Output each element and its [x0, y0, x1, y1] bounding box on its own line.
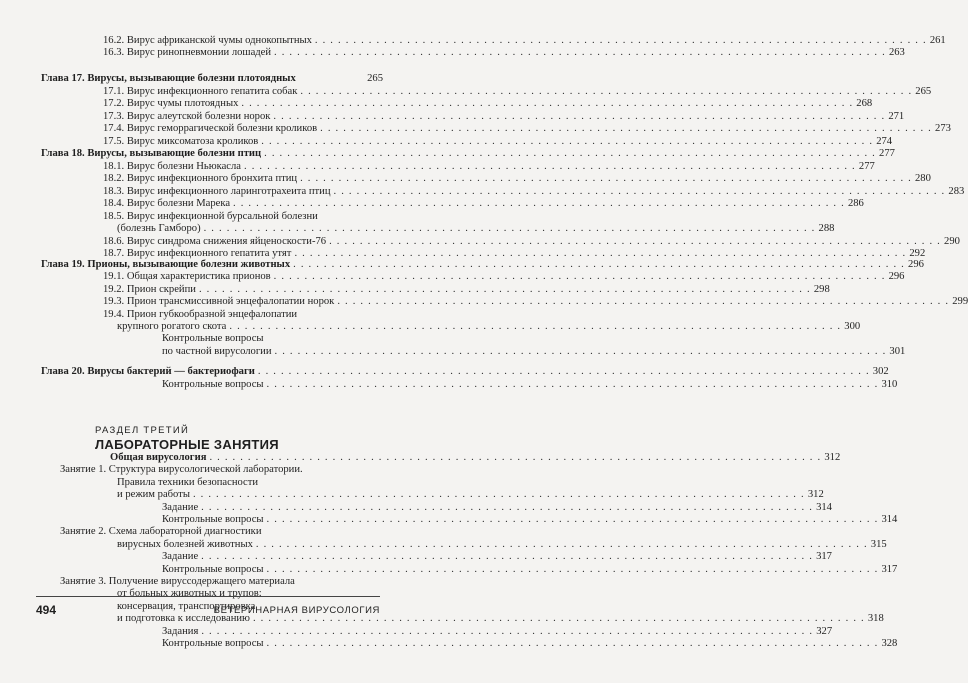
toc-entry-title: Контрольные вопросы — [162, 333, 264, 345]
toc-entry-title: 17.5. Вирус миксоматоза кроликов — [103, 136, 259, 147]
toc-page-number: 327 — [816, 625, 833, 637]
toc-entry — [162, 551, 832, 563]
toc-chapter-entry — [41, 259, 924, 271]
toc-entry — [103, 235, 960, 248]
toc-dot-leader: . . . . . . . . . . . . . . . . . . . . . . . . . . . . . . . . . . . . . . . . . . . . . . . . . . . . . . . . . . . . . . . . . . . . . . . . . . . . . . . . — [257, 366, 870, 377]
toc-entry — [60, 576, 383, 588]
toc-dot-leader: . . . . . . . . . . . . . . . . . . . . . . . . . . . . . . . . . . . . . . . . . . . . . . . . . . . . . . . . . . . . . . . . . . . . . . . . . . . . . . . . — [333, 185, 946, 197]
toc-entry — [117, 588, 383, 600]
toc-entry — [162, 378, 898, 391]
toc-entry-title: Глава 18. Вирусы, вызывающие болезни птиц — [41, 148, 262, 159]
toc-page-number: 286 — [847, 198, 864, 209]
toc-dot-leader: . . . . . . . . . . . . . . . . . . . . . . . . . . . . . . . . . . . . . . . . . . . . . . . . . . . . . . . . . . . . . . . . . . . . . . . . . . . . . . . . — [273, 110, 886, 122]
page-number: 494 — [36, 603, 57, 617]
toc-entry-title: 19.2. Прион скрейпи — [103, 283, 196, 295]
toc-entry-title: Задание — [162, 551, 199, 563]
toc-entry — [103, 198, 864, 210]
toc-entry-title: Занятие 3. Получение вируссодержащего материала — [60, 576, 295, 587]
toc-page-number: 283 — [948, 185, 965, 197]
toc-entry — [103, 296, 968, 308]
toc-entry — [103, 136, 893, 148]
toc-entry-title: вирусных болезней животных — [117, 538, 253, 550]
toc-page-number: 312 — [807, 489, 824, 501]
toc-page-number: 310 — [881, 378, 898, 390]
toc-entry — [103, 211, 383, 223]
toc-entry-title: Глава 19. Прионы, вызывающие болезни животных — [41, 259, 291, 270]
toc-entry-title: 18.1. Вирус болезни Ньюкасла — [103, 160, 241, 172]
toc-page-number: 299 — [952, 296, 968, 308]
toc-entry-title: Контрольные вопросы — [162, 378, 264, 390]
toc-entry — [103, 123, 951, 135]
toc-dot-leader: . . . . . . . . . . . . . . . . . . . . . . . . . . . . . . . . . . . . . . . . . . . . . . . . . . . . . . . . . . . . . . . . . . . . . . . . . . . . . . . . — [203, 223, 816, 234]
toc-entry-title: и подготовка к исследованию — [117, 613, 250, 625]
toc-dot-leader: . . . . . . . . . . . . . . . . . . . . . . . . . . . . . . . . . . . . . . . . . . . . . . . . . . . . . . . . . . . . . . . . . . . . . . . . . . . . . . . . — [264, 148, 877, 159]
toc-dot-leader: . . . . . . . . . . . . . . . . . . . . . . . . . . . . . . . . . . . . . . . . . . . . . . . . . . . . . . . . . . . . . . . . . . . . . . . . . . . . . . . . — [300, 85, 913, 97]
toc-page-number: 274 — [876, 136, 893, 147]
toc-entry-title: Контрольные вопросы — [162, 563, 264, 575]
toc-entry-title: Задания — [162, 625, 199, 637]
toc-dot-leader: . . . . . . . . . . . . . . . . . . . . . . . . . . . . . . . . . . . . . . . . . . . . . . . . . . . . . . . . . . . . . . . . . . . . . . . . . . . . . . . . — [209, 452, 822, 463]
toc-entry-title: 18.3. Вирус инфекционного ларинготрахеита птиц — [103, 185, 331, 197]
toc-page-number: 290 — [944, 235, 960, 247]
toc-entry — [103, 110, 905, 123]
toc-dot-leader: . . . . . . . . . . . . . . . . . . . . . . . . . . . . . . . . . . . . . . . . . . . . . . . . . . . . . . . . . . . . . . . . . . . . . . . . . . . . . . . . — [198, 283, 811, 295]
toc-entry-title: крупного рогатого скота — [117, 321, 227, 332]
toc-page-number: 288 — [818, 223, 835, 234]
toc-chapter-entry — [41, 73, 383, 85]
toc-page-number: 318 — [867, 613, 884, 625]
toc-entry — [117, 321, 861, 333]
toc-entry-title: 18.2. Вирус инфекционного бронхита птиц — [103, 173, 298, 184]
toc-entry-title: 17.4. Вирус геморрагической болезни кроликов — [103, 123, 318, 135]
toc-chapter-entry — [41, 366, 889, 378]
toc-entry — [103, 271, 905, 283]
toc-entry-title: и режим работы — [117, 489, 190, 501]
toc-page-number: 271 — [888, 110, 905, 122]
toc-dot-leader: . . . . . . . . . . . . . . . . . . . . . . . . . . . . . . . . . . . . . . . . . . . . . . . . . . . . . . . . . . . . . . . . . . . . . . . . . . . . . . . . — [274, 47, 886, 58]
toc-page-number: 317 — [881, 563, 898, 575]
toc-entry-title: Занятие 1. Структура вирусологической лаборатории. — [60, 464, 303, 476]
toc-dot-leader: . . . . . . . . . . . . . . . . . . . . . . . . . . . . . . . . . . . . . . . . . . . . . . . . . . . . . . . . . . . . . . . . . . . . . . . . . . . . . . . . — [244, 160, 856, 172]
toc-dot-leader: . . . . . . . . . . . . . . . . . . . . . . . . . . . . . . . . . . . . . . . . . . . . . . . . . . . . . . . . . . . . . . . . . . . . . . . . . . . . . . . . — [266, 378, 879, 390]
toc-page-number: 301 — [889, 345, 906, 357]
toc-entry-title: 18.4. Вирус болезни Марека — [103, 198, 231, 209]
toc-page-number: 280 — [915, 173, 931, 184]
toc-page-number: 292 — [909, 248, 926, 259]
toc-entry — [103, 185, 965, 198]
toc-entry — [162, 333, 383, 345]
toc-dot-leader: . . . . . . . . . . . . . . . . . . . . . . . . . . . . . . . . . . . . . . . . . . . . . . . . . . . . . . . . . . . . . . . . . . . . . . . . . . . . . . . . — [229, 321, 842, 332]
running-title: ВЕТЕРИНАРНАЯ ВИРУСОЛОГИЯ — [213, 605, 380, 616]
toc-page-number: 277 — [858, 160, 875, 172]
toc-page-number: 317 — [816, 551, 832, 563]
toc-entry-title: 17.3. Вирус алеутской болезни норок — [103, 110, 271, 122]
toc-entry — [162, 625, 833, 638]
toc-entry-title: Занятие 2. Схема лабораторной диагностики — [60, 526, 262, 538]
toc-entry — [162, 501, 832, 514]
toc-entry — [117, 538, 887, 551]
toc-entry-title: по частной вирусологии — [162, 345, 272, 357]
toc-entry — [103, 35, 946, 47]
toc-dot-leader: . . . . . . . . . . . . . . . . . . . . . . . . . . . . . . . . . . . . . . . . . . . . . . . . . . . . . . . . . . . . . . . . . . . . . . . . . . . . . . . . — [320, 123, 933, 135]
toc-entry — [60, 526, 383, 538]
toc-dot-leader: . . . . . . . . . . . . . . . . . . . . . . . . . . . . . . . . . . . . . . . . . . . . . . . . . . . . . . . . . . . . . . . . . . . . . . . . . . . . . . . . — [233, 198, 845, 209]
toc-page-number: 265 — [915, 85, 932, 97]
toc-entry-title: Контрольные вопросы — [162, 514, 264, 525]
toc-entry — [162, 345, 906, 358]
toc-dot-leader: . . . . . . . . . . . . . . . . . . . . . . . . . . . . . . . . . . . . . . . . . . . . . . . . . . . . . . . . . . . . . . . . . . . . . . . . . . . . . . . . — [273, 271, 886, 283]
toc-dot-leader: . . . . . . . . . . . . . . . . . . . . . . . . . . . . . . . . . . . . . . . . . . . . . . . . . . . . . . . . . . . . . . . . . . . . . . . . . . . . . . . . — [293, 259, 906, 270]
footer-divider — [36, 596, 380, 597]
toc-entry — [117, 489, 824, 501]
toc-dot-leader: . . . . . . . . . . . . . . . . . . . . . . . . . . . . . . . . . . . . . . . . . . . . . . . . . . . . . . . . . . . . . . . . . . . . . . . . . . . . . . . . — [274, 345, 887, 357]
toc-dot-leader: . . . . . . . . . . . . . . . . . . . . . . . . . . . . . . . . . . . . . . . . . . . . . . . . . . . . . . . . . . . . . . . . . . . . . . . . . . . . . . . . — [266, 638, 879, 649]
toc-dot-leader: . . . . . . . . . . . . . . . . . . . . . . . . . . . . . . . . . . . . . . . . . . . . . . . . . . . . . . . . . . . . . . . . . . . . . . . . . . . . . . . . — [241, 98, 854, 110]
toc-entry-title: 18.6. Вирус синдрома снижения яйценоскости-76 — [103, 235, 327, 247]
toc-page-number: 265 — [367, 73, 383, 84]
toc-page-number: 296 — [888, 271, 905, 283]
toc-dot-leader: . . . . . . . . . . . . . . . . . . . . . . . . . . . . . . . . . . . . . . . . . . . . . . . . . . . . . . . . . . . . . . . . . . . . . . . . . . . . . . . . — [192, 489, 805, 501]
toc-entry-title: 19.4. Прион губкообразной энцефалопатии — [103, 308, 298, 320]
toc-dot-leader: . . . . . . . . . . . . . . . . . . . . . . . . . . . . . . . . . . . . . . . . . . . . . . . . . . . . . . . . . . . . . . . . . . . . . . . . . . . . . . . . — [314, 35, 927, 46]
toc-chapter-entry — [110, 452, 841, 464]
toc-page-number: 277 — [879, 148, 895, 159]
toc-page-number: 300 — [844, 321, 861, 332]
toc-page-number: 328 — [881, 638, 898, 649]
toc-page-number: 268 — [856, 98, 873, 110]
toc-dot-leader: . . . . . . . . . . . . . . . . . . . . . . . . . . . . . . . . . . . . . . . . . . . . . . . . . . . . . . . . . . . . . . . . . . . . . . . . . . . . . . . . — [300, 173, 912, 184]
toc-page-number: 263 — [888, 47, 905, 58]
toc-page-number: 315 — [870, 538, 887, 550]
toc-entry-title: (болезнь Гамборо) — [117, 223, 201, 234]
toc-entry — [103, 309, 383, 321]
toc-page-number: 314 — [881, 514, 898, 525]
toc-page-number: 273 — [935, 123, 951, 135]
toc-entry-title: 16.2. Вирус африканской чумы однокопытных — [103, 35, 312, 46]
toc-dot-leader: . . . . . . . . . . . . . . . . . . . . . . . . . . . . . . . . . . . . . . . . . . . . . . . . . . . . . . . . . . . . . . . . . . . . . . . . . . . . . . . . — [266, 514, 879, 525]
toc-entry — [103, 98, 873, 110]
toc-entry-title: консервация, транспортировка — [117, 600, 256, 612]
toc-entry-title: 18.5. Вирус инфекционной бурсальной болезни — [103, 210, 318, 222]
toc-entry-title: Глава 20. Вирусы бактерий — бактериофаги — [41, 366, 255, 377]
toc-page-number: 298 — [813, 283, 830, 295]
toc-dot-leader: . . . . . . . . . . . . . . . . . . . . . . . . . . . . . . . . . . . . . . . . . . . . . . . . . . . . . . . . . . . . . . . . . . . . . . . . . . . . . . . . — [255, 538, 868, 550]
toc-entry-title: Глава 17. Вирусы, вызывающие болезни плотоядных — [41, 73, 296, 84]
section-label: РАЗДЕЛ ТРЕТИЙ — [95, 425, 190, 436]
toc-page-number: 312 — [824, 452, 841, 463]
toc-entry-title: Контрольные вопросы — [162, 638, 264, 649]
toc-entry — [117, 223, 835, 235]
toc-entry-title: 19.3. Прион трансмиссивной энцефалопатии норок — [103, 296, 335, 308]
toc-entry-title: 18.7. Вирус инфекционного гепатита утят — [103, 248, 292, 259]
toc-entry-title: 17.2. Вирус чумы плотоядных — [103, 98, 239, 110]
toc-entry — [103, 283, 830, 296]
toc-entry — [103, 85, 932, 98]
toc-dot-leader: . . . . . . . . . . . . . . . . . . . . . . . . . . . . . . . . . . . . . . . . . . . . . . . . . . . . . . . . . . . . . . . . . . . . . . . . . . . . . . . . — [201, 625, 814, 637]
toc-dot-leader: . . . . . . . . . . . . . . . . . . . . . . . . . . . . . . . . . . . . . . . . . . . . . . . . . . . . . . . . . . . . . . . . . . . . . . . . . . . . . . . . — [201, 551, 814, 563]
toc-page-number: 314 — [816, 501, 832, 513]
toc-dot-leader: . . . . . . . . . . . . . . . . . . . . . . . . . . . . . . . . . . . . . . . . . . . . . . . . . . . . . . . . . . . . . . . . . . . . . . . . . . . . . . . . — [201, 501, 814, 513]
toc-chapter-entry — [41, 148, 895, 160]
toc-dot-leader: . . . . . . . . . . . . . . . . . . . . . . . . . . . . . . . . . . . . . . . . . . . . . . . . . . . . . . . . . . . . . . . . . . . . . . . . . . . . . . . . — [329, 235, 942, 247]
toc-dot-leader: . . . . . . . . . . . . . . . . . . . . . . . . . . . . . . . . . . . . . . . . . . . . . . . . . . . . . . . . . . . . . . . . . . . . . . . . . . . . . . . . — [337, 296, 950, 308]
toc-entry — [60, 464, 383, 476]
toc-dot-leader: . . . . . . . . . . . . . . . . . . . . . . . . . . . . . . . . . . . . . . . . . . . . . . . . . . . . . . . . . . . . . . . . . . . . . . . . . . . . . . . . — [261, 136, 874, 147]
toc-dot-leader: . . . . . . . . . . . . . . . . . . . . . . . . . . . . . . . . . . . . . . . . . . . . . . . . . . . . . . . . . . . . . . . . . . . . . . . . . . . . . . . . — [266, 563, 879, 575]
toc-page-number: 296 — [908, 259, 924, 270]
toc-entry-title: Общая вирусология — [110, 452, 207, 463]
toc-entry — [103, 47, 905, 59]
toc-entry — [162, 638, 898, 650]
toc-entry — [162, 563, 898, 576]
toc-dot-leader: . . . . . . . . . . . . . . . . . . . . . . . . . . . . . . . . . . . . . . . . . . . . . . . . . . . . . . . . . . . . . . . . . . . . . . . . . . . . . . . . — [252, 613, 865, 625]
section-title: ЛАБОРАТОРНЫЕ ЗАНЯТИЯ — [95, 437, 279, 452]
toc-page-number: 261 — [929, 35, 946, 46]
toc-page-number: 302 — [872, 366, 889, 377]
toc-entry-title: Задание — [162, 501, 199, 513]
toc-entry-title: 19.1. Общая характеристика прионов — [103, 271, 271, 283]
toc-entry-title: 17.1. Вирус инфекционного гепатита собак — [103, 85, 298, 97]
toc-entry-title: 16.3. Вирус ринопневмонии лошадей — [103, 47, 272, 58]
toc-entry-title: Правила техники безопасности — [117, 476, 259, 488]
toc-entry — [103, 173, 931, 185]
toc-entry — [103, 160, 875, 173]
toc-entry — [162, 514, 898, 526]
toc-dot-leader: . . . . . . . . . . . . . . . . . . . . . . . . . . . . . . . . . . . . . . . . . . . . . . . . . . . . . . . . . . . . . . . . . . . . . . . . . . . . . . . . — [294, 248, 907, 259]
toc-entry — [117, 477, 383, 489]
toc-entry-title: от больных животных и трупов: — [117, 588, 262, 600]
